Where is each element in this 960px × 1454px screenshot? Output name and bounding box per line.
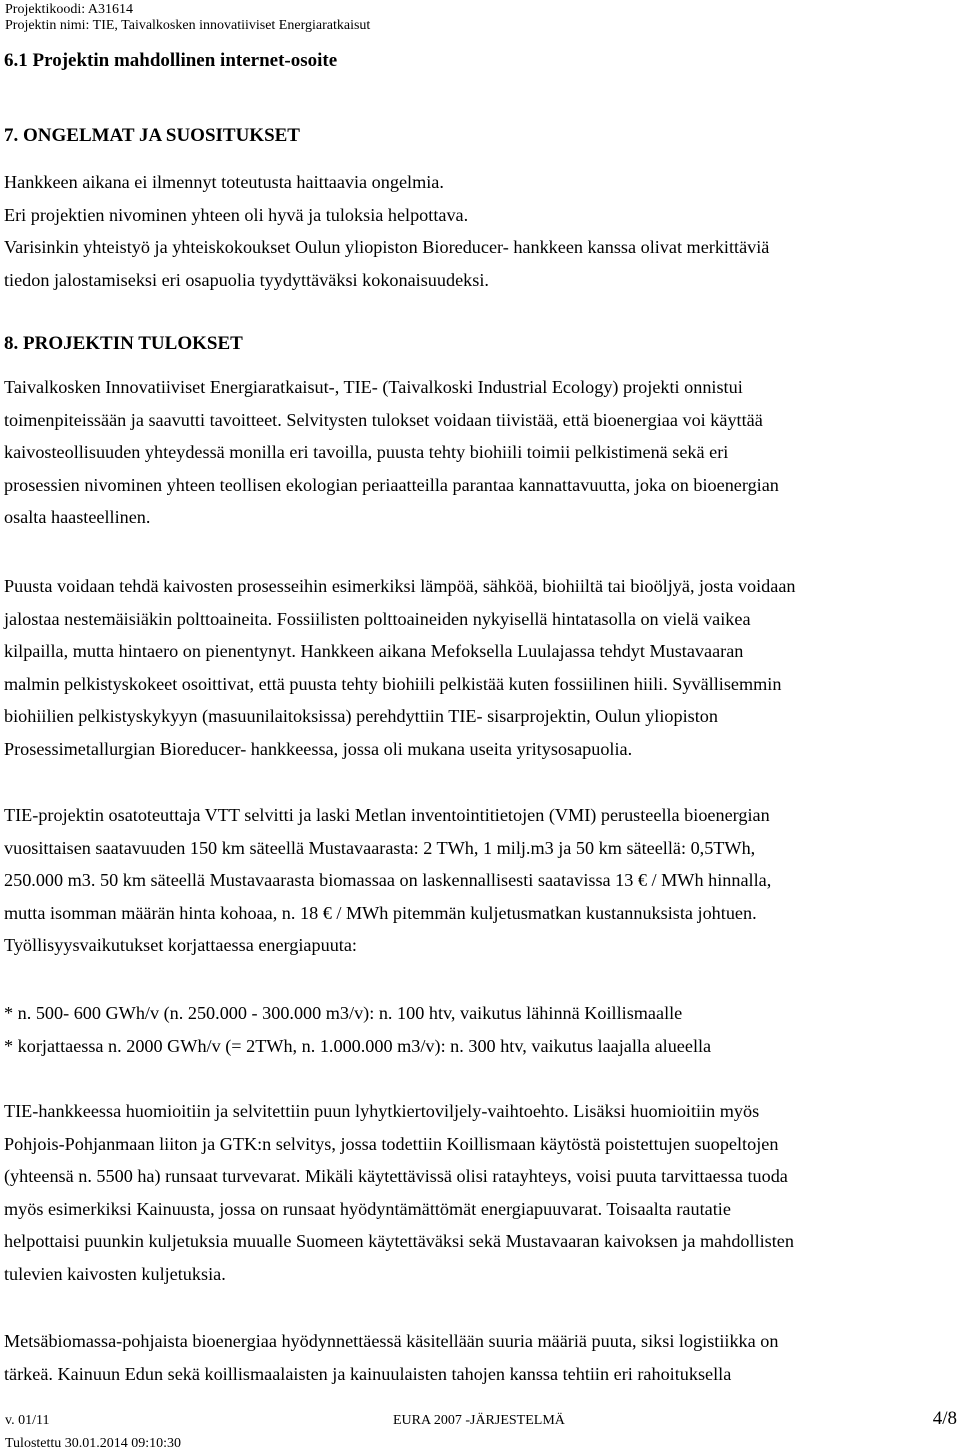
text-line: malmin pelkistyskokeet osoittivat, että puusta tehty biohiili pelkistää kuten fossiilinen hiili. Syvällisemmin: [4, 673, 782, 694]
text-line: myös esimerkiksi Kainuusta, jossa on runsaat hyödyntämättömät energiapuuvarat. Toisaalta rautatie: [4, 1198, 731, 1219]
results-paragraph-2: [4, 570, 956, 766]
results-paragraph-5: [4, 1095, 956, 1291]
section-7-body: [4, 166, 956, 296]
text-line: TIE-hankkeessa huomioitiin ja selvitettiin puun lyhytkiertoviljely-vaihtoehto. Lisäksi huomioitiin myös: [4, 1101, 760, 1121]
text-line: Varisinkin yhteistyö ja yhteiskokoukset Oulun yliopiston Bioreducer- hankkeen kanssa olivat merkittäviä: [4, 237, 770, 258]
section-6-1-title: 6.1 Projektin mahdollinen internet-osoite: [4, 50, 338, 71]
results-paragraph-3: [4, 799, 956, 962]
text-line: Puusta voidaan tehdä kaivosten prosesseihin esimerkiksi lämpöä, sähköä, biohiiltä tai bioöljyä, josta voidaan: [4, 576, 796, 596]
results-paragraph-6: [4, 1325, 956, 1390]
text-line: Hankkeen aikana ei ilmennyt toteutusta haittaavia ongelmia.: [4, 172, 444, 192]
text-line: (yhteensä n. 5500 ha) runsaat turvevarat. Mikäli käytettävissä olisi ratayhteys, voisi puuta tarvittaessa tuoda: [4, 1166, 788, 1187]
project-code: Projektikoodi: A31614: [5, 2, 133, 17]
text-line: tiedon jalostamiseksi eri osapuolia tyydyttäväksi kokonaisuudeksi.: [4, 269, 489, 290]
project-name: Projektin nimi: TIE, Taivalkosken innovatiiviset Energiaratkaisut: [5, 18, 371, 33]
text-line: Eri projektien nivominen yhteen oli hyvä ja tuloksia helpottava.: [4, 204, 469, 225]
text-line: TIE-projektin osatoteuttaja VTT selvitti ja laski Metlan inventointitietojen (VMI) perusteella bioenergian: [4, 805, 770, 825]
section-7-title: 7. ONGELMAT JA SUOSITUKSET: [4, 125, 300, 146]
text-line: Pohjois-Pohjanmaan liiton ja GTK:n selvitys, jossa todettiin Koillismaan käytöstä poistettujen suopeltojen: [4, 1133, 779, 1154]
text-line: Työllisyysvaikutukset korjattaessa energiapuuta:: [4, 935, 357, 956]
text-line: Prosessimetallurgian Bioreducer- hankkeessa, jossa oli mukana useita yritysosapuolia.: [4, 738, 633, 759]
text-line: prosessien nivominen yhteen teollisen ekologian periaatteilla parantaa kannattavuutta, joka on bioenergian: [4, 474, 779, 495]
footer-version: v. 01/11: [5, 1413, 50, 1428]
text-line: jalostaa nestemäisiäkin polttoaineita. Fossiilisten polttoaineiden nykyisellä hintatasolla on vielä vaikea: [4, 608, 751, 629]
text-line: Taivalkosken Innovatiiviset Energiaratkaisut-, TIE- (Taivalkoski Industrial Ecology) projekti onnistui: [4, 377, 743, 397]
list-item: * korjattaessa n. 2000 GWh/v (= 2TWh, n. 1.000.000 m3/v): n. 300 htv, vaikutus laajalla alueella: [4, 1035, 712, 1056]
text-line: vuosittaisen saatavuuden 150 km säteellä Mustavaarasta: 2 TWh, 1 milj.m3 ja 50 km säteellä: 0,5TWh,: [4, 837, 756, 858]
text-line: kaivosteollisuuden yhteydessä monilla eri tavoilla, puusta tehty biohiili toimii pelkistimenä sekä eri: [4, 442, 729, 463]
text-line: 250.000 m3. 50 km säteellä Mustavaarasta biomassaa on laskennallisesti saatavissa 13 € / MWh hinnalla,: [4, 870, 772, 891]
text-line: mutta isomman määrän hinta kohoaa, n. 18 € / MWh pitemmän kuljetusmatkan kustannuksista johtuen.: [4, 902, 757, 923]
text-line: Metsäbiomassa-pohjaista bioenergiaa hyödynnettäessä käsitellään suuria määriä puuta, siksi logistiikka on: [4, 1331, 779, 1351]
footer-printed-timestamp: Tulostettu 30.01.2014 09:10:30: [5, 1436, 182, 1451]
text-line: biohiilien pelkistyskykyyn (masuunilaitoksissa) perehdyttiin TIE- sisarprojektin, Oulun yliopiston: [4, 706, 718, 727]
section-8-title: 8. PROJEKTIN TULOKSET: [4, 333, 243, 354]
text-line: kilpailla, mutta hintaero on pienentynyt. Hankkeen aikana Mefoksella Luulajassa tehdyt Mustavaaran: [4, 641, 744, 662]
text-line: tulevien kaivosten kuljetuksia.: [4, 1263, 226, 1284]
text-line: tärkeä. Kainuun Edun sekä koillismaalaisten ja kainuulaisten tahojen kanssa tehtiin eri rahoituksella: [4, 1363, 732, 1384]
footer-system: EURA 2007 -JÄRJESTELMÄ: [393, 1413, 565, 1428]
text-line: helpottaisi puunkin kuljetuksia muualle Suomeen käytettäväksi sekä Mustavaaran kaivoksen ja mahdollisten: [4, 1231, 794, 1252]
text-line: toimenpiteissään ja saavutti tavoitteet. Selvitysten tulokset voidaan tiivistää, että bioenergiaa voi käyttää: [4, 409, 763, 430]
results-paragraph-1: [4, 371, 956, 534]
employment-effects-list: [4, 997, 956, 1062]
text-line: osalta haasteellinen.: [4, 507, 151, 528]
footer-page-number: 4/8: [932, 1408, 957, 1429]
list-item: * n. 500- 600 GWh/v (n. 250.000 - 300.000 m3/v): n. 100 htv, vaikutus lähinnä Koillismaalle: [4, 1003, 683, 1023]
